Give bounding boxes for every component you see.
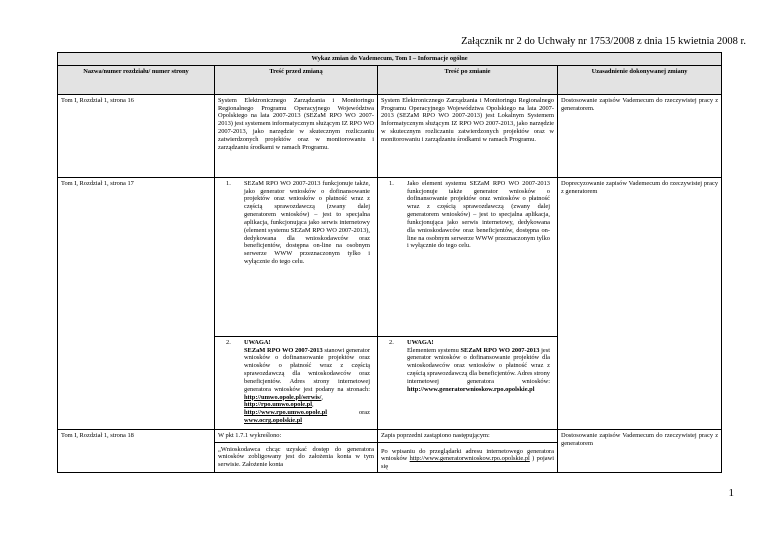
quote-tail: ) pojawi się bbox=[381, 455, 554, 471]
link-generator[interactable]: http://www.generatorwnioskow.rpo.opolskie.pl bbox=[409, 455, 530, 463]
list-text: SEZaM RPO WO 2007-2013 funkcjonuje także, jako generator wniosków o dofinansowanie projektów oraz wniosków o płatność wraz z częścią sprawozdawczą (zwany dalej generatorem wniosków) – jest to specjalna aplikacja, funkcjonująca jako serwis internetowy (element systemu SEZaM RPO WO 2007-2013), dedykowana dla wnioskodawców oraz beneficjentów, dostępna on-line na osobnym serwerze WWW przeznaczonym tylko i wyłącznie do tego celu. bbox=[244, 179, 370, 265]
row-reason: Doprecyzowanie zapisów Vademecum do rzeczywistej pracy z generatorem bbox=[558, 177, 722, 429]
link-ocrg[interactable]: www.ocrg.opolskie.pl bbox=[244, 416, 303, 424]
table-row bbox=[58, 94, 722, 177]
system-name: SEZaM RPO WO 2007-2013 bbox=[460, 346, 540, 354]
conjunction-text: oraz bbox=[327, 409, 370, 417]
column-header-row bbox=[58, 65, 722, 94]
list-item bbox=[218, 178, 374, 336]
list-number: 2. bbox=[389, 338, 394, 346]
row-reference: Tom I, Rozdział 1, strona 18 bbox=[58, 429, 215, 472]
table-row bbox=[58, 429, 722, 472]
table-row bbox=[58, 177, 722, 429]
changes-table bbox=[57, 52, 722, 473]
lead-text: Zapis poprzedni zastąpiono następującym: bbox=[381, 431, 490, 439]
warning-text: Elementem systemu bbox=[407, 346, 461, 354]
link-rpo[interactable]: http://rpo.umwo.opole.pl bbox=[244, 401, 312, 409]
warning-text: stanowi generator wniosków o dofinansowanie projektów oraz wniosków o płatność wraz z częścią sprawozdawczą dla wnioskodawców oraz beneficjentów. Adres strony internetowej generatora wniosków jest podany na stronach: bbox=[244, 346, 370, 393]
warning-heading: UWAGA! bbox=[244, 338, 271, 346]
link-umwo[interactable]: http://umwo.opole.pl/serwis/ bbox=[244, 393, 322, 401]
column-header-reason: Uzasadnienie dokonywanej zmiany bbox=[558, 65, 722, 94]
warning-heading: UWAGA! bbox=[407, 338, 434, 346]
page-number: 1 bbox=[728, 487, 734, 499]
row-reason: Dostosowanie zapisów Vademecum do rzeczywistej pracy z generatorem. bbox=[558, 94, 722, 177]
row-before-cell bbox=[215, 177, 378, 429]
list-item bbox=[381, 178, 554, 336]
list-text: UWAGA! SEZaM RPO WO 2007-2013 stanowi generator wniosków o dofinansowanie projektów oraz wniosków o płatność wraz z częścią sprawozdawczą dla wnioskodawców oraz beneficjentów. Adres strony internetowej generatora wniosków jest podany na stronach: http://umwo.opole.pl/serwis/, http://rpo.umwo.opole.pl, http://www.rpo.umwo.opole.pl oraz www.ocrg.opolskie.pl bbox=[244, 338, 370, 424]
quote-text bbox=[381, 443, 554, 472]
lead-text: W pkt 1.7.1 wykreślono: bbox=[218, 431, 282, 439]
table-title-row bbox=[58, 53, 722, 66]
row-before-cell bbox=[215, 429, 378, 472]
system-name: SEZaM RPO WO 2007-2013 bbox=[244, 346, 323, 354]
list-item bbox=[218, 337, 374, 429]
warning-text: jest generator wniosków o dofinansowanie projektów dla wnioskodawców oraz wniosków o płatność wraz z częścią sprawozdawczą dla beneficjentów. Adres strony internetowej generatora wniosków: bbox=[407, 346, 551, 385]
column-header-before: Treść przed zmianą bbox=[215, 65, 378, 94]
row-reference: Tom I, Rozdział 1, strona 16 bbox=[58, 94, 215, 177]
list-text bbox=[407, 339, 550, 394]
quote-body: Po wpisaniu do przeglądarki adresu internetowego generatora wniosków bbox=[381, 447, 554, 463]
row-before-text: System Elektronicznego Zarządzania i Monitoringu Regionalnego Programu Operacyjnego Województwa Opolskiego na lata 2007-2013 (SEZaM RPO WO 2007-2013) jest systemem informatycznym służącym IZ RPO WO 2007-2013, jako narzędzie w skutecznym rozliczaniu zatwierdzonych projektów oraz w monitorowaniu i zarządzaniu środkami w ramach Programu. bbox=[215, 94, 378, 177]
list-item bbox=[381, 337, 554, 398]
document-header-note: Załącznik nr 2 do Uchwały nr 1753/2008 z dnia 15 kwietnia 2008 r. bbox=[461, 36, 746, 47]
list-number: 1. bbox=[389, 179, 394, 187]
link-www-rpo[interactable]: http://www.rpo.umwo.opole.pl bbox=[244, 409, 328, 417]
row-after-cell bbox=[378, 177, 558, 429]
column-header-chapter: Nazwa/numer rozdziału/ numer strony bbox=[58, 65, 215, 94]
row-after-text: System Elektronicznego Zarządzania i Monitoringu Regionalnego Programu Operacyjnego Województwa Opolskiego na lata 2007-2013 (SEZaM RPO WO 2007-2013) jest Lokalnym Systemem Informatycznym służącym IZ RPO WO 2007-2013, jako narzędzie w skutecznym rozliczaniu zatwierdzonych projektów oraz w monitorowaniu i zarządzaniu środkami w ramach Programu. bbox=[378, 94, 558, 177]
row-after-cell bbox=[378, 429, 558, 472]
list-number: 2. bbox=[226, 338, 231, 346]
list-number: 1. bbox=[226, 179, 231, 187]
row-reason: Dostosowanie zapisów Vademecum do rzeczywistej pracy z generatorem bbox=[558, 429, 722, 472]
list-text: Jako element systemu SEZaM RPO WO 2007-2013 funkcjonuje także generator wniosków o dofinansowanie projektów oraz wniosków o płatność wraz z częścią sprawozdawczą (zwany dalej generatorem wniosków) – jest to specjalna aplikacja, funkcjonująca jako serwis internetowy, dedykowana dla wnioskodawców oraz beneficjentów, dostępna on-line na osobnym serwerze WWW przeznaczonym tylko i wyłącznie do tego celu. bbox=[407, 179, 550, 250]
link-generator[interactable]: http://www.generatorwnioskow.rpo.opolskie.pl bbox=[407, 385, 535, 393]
column-header-after: Treść po zmianie bbox=[378, 65, 558, 94]
table-title: Wykaz zmian do Vademecum, Tom I – Informacje ogólne bbox=[58, 53, 722, 66]
quote-text: „Wnioskodawca chcąc uzyskać dostęp do generatora wniosków zobligowany jest do założenia konta w tym serwisie. Założenie konta bbox=[218, 445, 374, 469]
row-reference: Tom I, Rozdział 1, strona 17 bbox=[58, 177, 215, 429]
